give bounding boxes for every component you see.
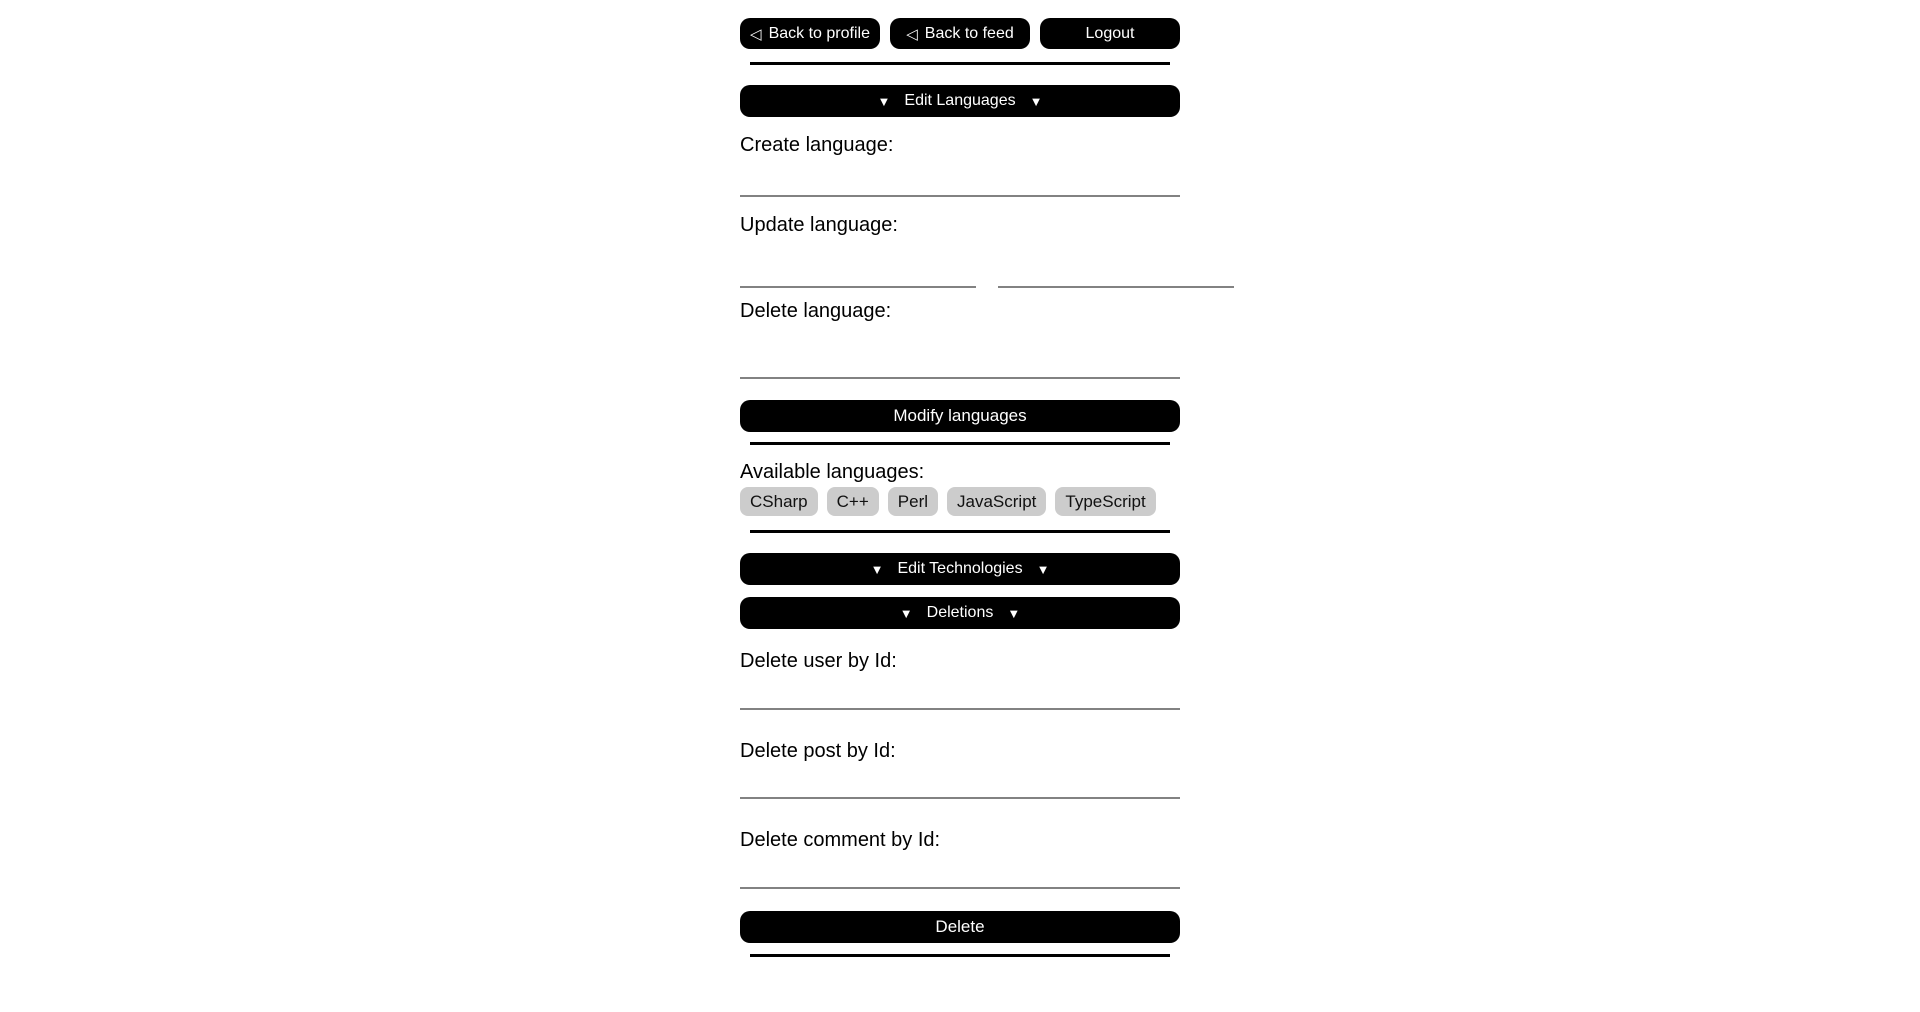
delete-button-label: Delete bbox=[935, 917, 985, 936]
modify-languages-button[interactable] bbox=[740, 400, 1180, 432]
update-language-label: Update language: bbox=[740, 214, 898, 236]
delete-user-id-input[interactable] bbox=[740, 684, 1180, 710]
logout-button[interactable] bbox=[1040, 18, 1180, 49]
language-tag: CSharp bbox=[740, 487, 818, 516]
collapse-down-icon: ▼ bbox=[870, 561, 884, 577]
edit-technologies-toggle[interactable] bbox=[740, 553, 1180, 585]
delete-post-id-input[interactable] bbox=[740, 773, 1180, 799]
collapse-down-icon: ▼ bbox=[899, 605, 913, 621]
language-tag: JavaScript bbox=[947, 487, 1046, 516]
delete-post-label: Delete post by Id: bbox=[740, 740, 896, 762]
update-language-row bbox=[740, 262, 1180, 288]
top-nav bbox=[740, 18, 1180, 49]
collapse-down-icon: ▼ bbox=[1007, 605, 1021, 621]
edit-technologies-toggle-label: Edit Technologies bbox=[897, 560, 1023, 577]
modify-languages-label: Modify languages bbox=[893, 406, 1027, 425]
delete-button[interactable] bbox=[740, 911, 1180, 943]
back-to-feed-label: Back to feed bbox=[924, 24, 1014, 42]
back-to-feed-button[interactable] bbox=[890, 18, 1030, 49]
divider bbox=[750, 442, 1170, 445]
update-language-id-input[interactable] bbox=[740, 262, 976, 288]
language-tag-list bbox=[740, 487, 1180, 516]
divider bbox=[750, 530, 1170, 533]
create-language-label: Create language: bbox=[740, 134, 894, 156]
language-tag: C++ bbox=[827, 487, 879, 516]
collapse-down-icon: ▼ bbox=[1029, 93, 1043, 109]
deletions-toggle-label: Deletions bbox=[926, 604, 994, 621]
admin-panel bbox=[740, 0, 1180, 957]
language-tag: Perl bbox=[888, 487, 938, 516]
divider bbox=[750, 954, 1170, 957]
divider bbox=[750, 62, 1170, 65]
back-arrow-icon: ◁ bbox=[750, 25, 762, 43]
collapse-down-icon: ▼ bbox=[1036, 561, 1050, 577]
delete-user-label: Delete user by Id: bbox=[740, 650, 897, 672]
logout-label: Logout bbox=[1085, 24, 1135, 42]
delete-comment-label: Delete comment by Id: bbox=[740, 829, 941, 851]
back-arrow-icon: ◁ bbox=[906, 25, 918, 43]
edit-languages-toggle[interactable] bbox=[740, 85, 1180, 117]
delete-language-input[interactable] bbox=[740, 353, 1180, 379]
delete-comment-id-input[interactable] bbox=[740, 863, 1180, 889]
delete-language-label: Delete language: bbox=[740, 300, 892, 322]
language-tag: TypeScript bbox=[1055, 487, 1155, 516]
deletions-toggle[interactable] bbox=[740, 597, 1180, 629]
back-to-profile-label: Back to profile bbox=[768, 24, 870, 42]
available-languages-label: Available languages: bbox=[740, 461, 925, 483]
back-to-profile-button[interactable] bbox=[740, 18, 880, 49]
update-language-name-input[interactable] bbox=[998, 262, 1234, 288]
collapse-down-icon: ▼ bbox=[877, 93, 891, 109]
edit-languages-toggle-label: Edit Languages bbox=[904, 92, 1016, 109]
create-language-input[interactable] bbox=[740, 171, 1180, 197]
